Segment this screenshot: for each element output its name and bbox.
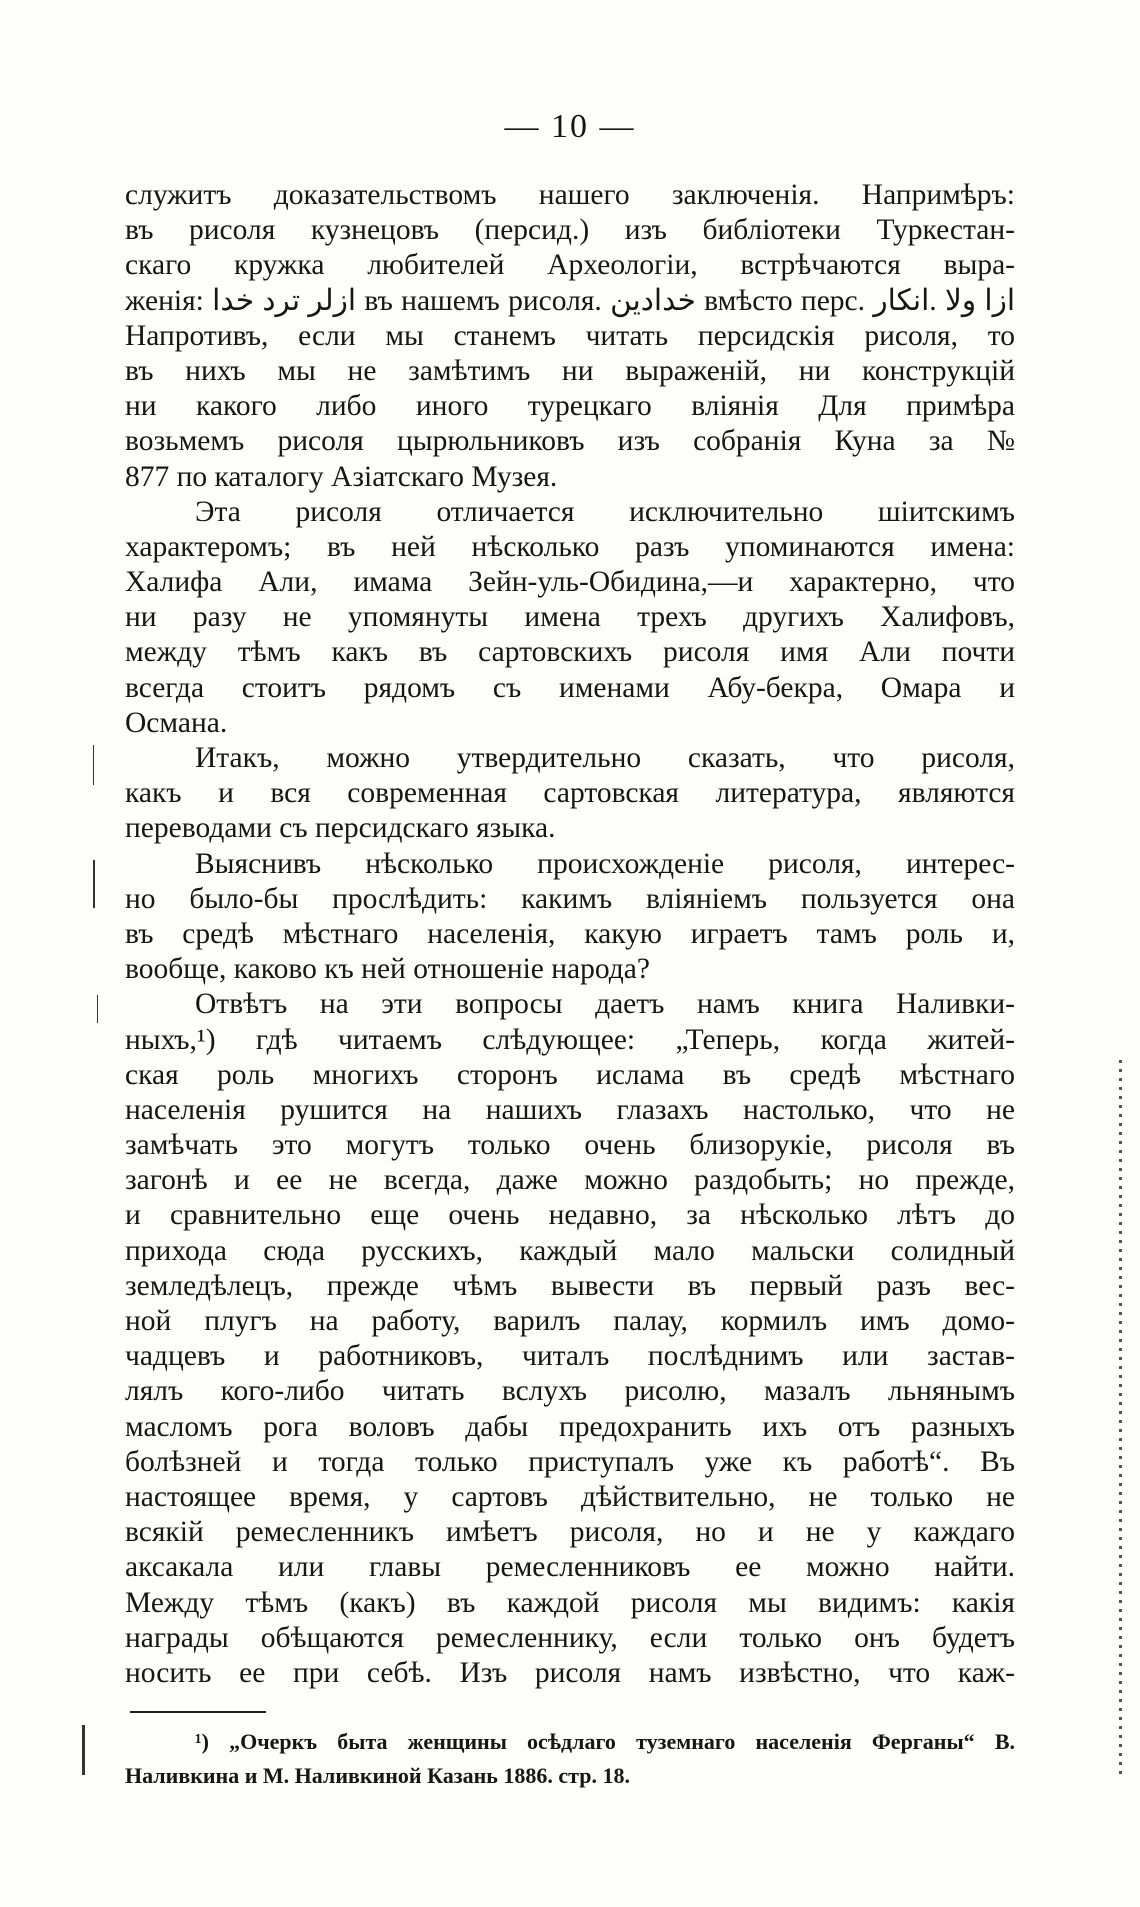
body-text	[125, 178, 1015, 1691]
footnote-line: ¹) „Очеркъ быта женщины осѣдлаго туземнаго населенія Ферганы“ В.	[195, 1729, 1015, 1754]
text-line: женія: ازلر ترد خدا въ нашемъ рисоля. خدادين вмѣсто перс. ازا ولا .انكار	[125, 284, 1016, 317]
text-line: въ рисоля кузнецовъ (персид.) изъ библіотеки Туркестан-	[125, 214, 1015, 247]
text-line: прихода сюда русскихъ, каждый мало мальски солидный	[125, 1234, 1015, 1267]
text-line: скаго кружка любителей Археологіи, встрѣчаются выра-	[125, 249, 1015, 282]
margin-mark	[93, 745, 94, 785]
footnote-divider	[130, 1711, 266, 1713]
text-line: всегда стоитъ рядомъ съ именами Абу-бекра, Омара и	[125, 671, 1015, 704]
text-line: аксакала или главы ремесленниковъ ее можно найти.	[125, 1551, 1015, 1584]
footnote-line: Наливкина и М. Наливкиной Казань 1886. стр. 18.	[125, 1763, 630, 1788]
page-number: — 10 —	[504, 108, 636, 145]
text-line: Итакъ, можно утвердительно сказать, что рисоля,	[195, 742, 1015, 774]
text-line: ни какого либо иного турецкаго вліянія Для примѣра	[125, 390, 1015, 423]
text-line: Между тѣмъ (какъ) въ каждой рисоля мы видимъ: какія	[125, 1586, 1015, 1619]
text-line: загонѣ и ее не всегда, даже можно раздобыть; но прежде,	[125, 1164, 1015, 1197]
margin-mark	[93, 860, 95, 908]
footnotes	[125, 1725, 1015, 1793]
text-line: Напротивъ, если мы станемъ читать персидскія рисоля, то	[125, 319, 1015, 352]
text-line: Халифа Али, имама Зейн-уль-Обидина,—и характерно, что	[125, 566, 1015, 599]
text-line: чадцевъ и работниковъ, читалъ послѣднимъ или застав-	[125, 1340, 1015, 1373]
text-line: земледѣлецъ, прежде чѣмъ вывести въ первый разъ вес-	[125, 1269, 1015, 1302]
text-line: въ нихъ мы не замѣтимъ ни выраженій, ни конструкцій	[125, 354, 1015, 387]
text-line: Выяснивъ нѣсколько происхожденіе рисоля, интерес-	[195, 847, 1015, 880]
text-line: Эта рисоля отличается исключительно шіитскимъ	[195, 495, 1015, 528]
text-line: населенія рушится на нашихъ глазахъ настолько, что не	[125, 1093, 1015, 1126]
text-line: настоящее время, у сартовъ дѣйствительно, не только не	[125, 1480, 1015, 1513]
text-line: замѣчать это могутъ только очень близорукіе, рисоля въ	[125, 1129, 1015, 1162]
text-line: характеромъ; въ ней нѣсколько разъ упоминаются имена:	[125, 530, 1015, 563]
text-line: Отвѣтъ на эти вопросы даетъ намъ книга Наливки-	[195, 988, 1015, 1021]
text-line: Османа.	[125, 706, 228, 739]
text-line: награды обѣщаются ремесленнику, если только онъ будетъ	[125, 1621, 1015, 1654]
text-line: въ средѣ мѣстнаго населенія, какую играетъ тамъ роль и,	[125, 917, 1015, 950]
text-line: вообще, каково къ ней отношеніе народа?	[125, 953, 650, 986]
text-line: и сравнительно еще очень недавно, за нѣсколько лѣтъ до	[125, 1199, 1015, 1232]
text-line: масломъ рога воловъ дабы предохранить ихъ отъ разныхъ	[125, 1410, 1015, 1443]
margin-mark	[82, 1725, 85, 1775]
text-line: возьмемъ рисоля цырюльниковъ изъ собранія Куна за №	[125, 425, 1015, 458]
text-line: ни разу не упомянуты имена трехъ другихъ Халифовъ,	[125, 601, 1015, 634]
text-line: болѣзней и тогда только приступалъ уже къ работѣ“. Въ	[125, 1445, 1015, 1478]
text-line: переводами съ персидскаго языка.	[125, 812, 556, 845]
text-line: между тѣмъ какъ въ сартовскихъ рисоля имя Али почти	[125, 636, 1015, 669]
text-line: служитъ доказательствомъ нашего заключенія. Напримѣръ:	[125, 179, 1015, 211]
text-line: 877 по каталогу Азіатскаго Музея.	[125, 460, 558, 493]
text-line: всякій ремесленникъ имѣетъ рисоля, но и не у каждаго	[125, 1516, 1015, 1549]
text-line: ская роль многихъ сторонъ ислама въ средѣ мѣстнаго	[125, 1058, 1015, 1091]
text-line: ныхъ,¹) гдѣ читаемъ слѣдующее: „Теперь, когда житей-	[125, 1023, 1015, 1056]
text-line: какъ и вся современная сартовская литература, являются	[125, 777, 1015, 810]
text-line: но было-бы прослѣдить: какимъ вліяніемъ пользуется она	[125, 882, 1015, 915]
text-line: носить ее при себѣ. Изъ рисоля намъ извѣстно, что каж-	[125, 1656, 1015, 1689]
text-line: лялъ кого-либо читать вслухъ рисолю, мазалъ льнянымъ	[125, 1375, 1015, 1408]
edge-dots	[1119, 1060, 1122, 1780]
text-line: ной плугъ на работу, варилъ палау, кормилъ имъ домо-	[125, 1305, 1015, 1337]
margin-mark	[97, 995, 98, 1023]
